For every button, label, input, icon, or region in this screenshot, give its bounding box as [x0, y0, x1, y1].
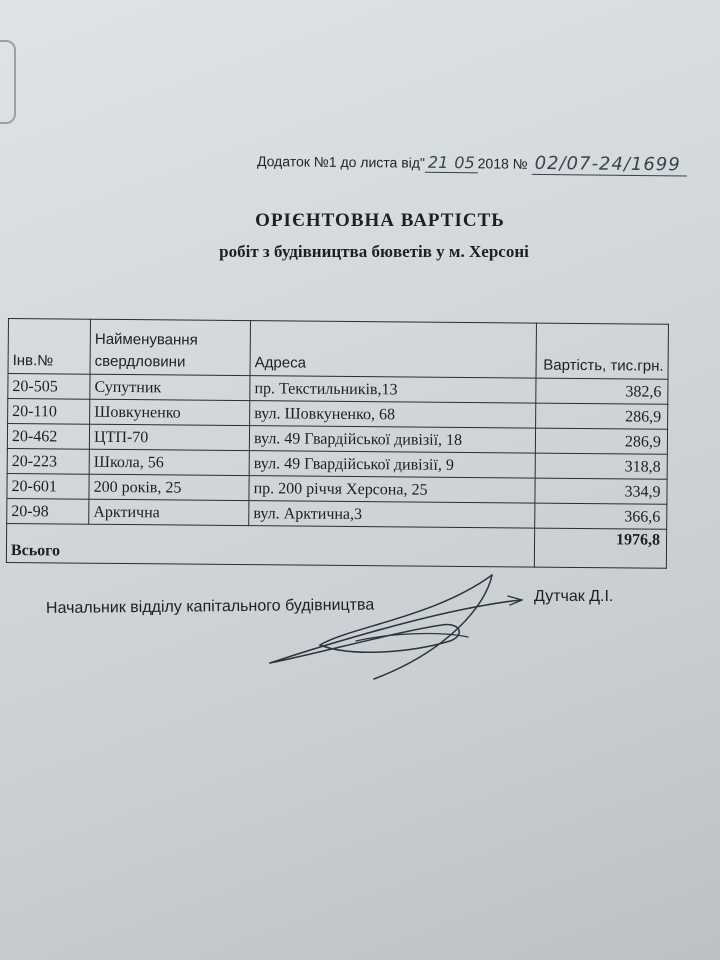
addendum-prefix: Додаток №1 до листа від" [256, 153, 426, 171]
header-inv: Інв.№ [8, 319, 91, 375]
handwritten-month: 05 [451, 153, 478, 173]
signatory-position: Начальник відділу капітального будівництва [45, 596, 375, 617]
cell-name: Арктична [89, 499, 249, 525]
cell-inv: 20-462 [7, 424, 89, 450]
cost-table [6, 318, 669, 569]
cell-address: вул. Шовкуненко, 68 [250, 401, 537, 428]
signatory-name: Дутчак Д.І. [534, 588, 614, 605]
cell-cost: 318,8 [536, 453, 668, 479]
cell-cost: 286,9 [536, 403, 668, 429]
handwritten-signature [260, 565, 550, 690]
cell-inv: 20-98 [7, 498, 89, 524]
cell-name: Супутник [90, 374, 250, 400]
cell-address: пр. 200 річчя Херсона, 25 [249, 476, 536, 503]
header-name: Найменування свердловини [90, 319, 250, 375]
cell-address: вул. 49 Гвардійської дивізії, 18 [249, 426, 536, 453]
cell-address: вул. 49 Гвардійської дивізії, 9 [249, 451, 536, 478]
cell-address: вул. Арктична,3 [249, 501, 536, 528]
addendum-line [257, 150, 687, 175]
total-label: Всього [6, 523, 535, 567]
cell-inv: 20-601 [7, 473, 89, 499]
cell-name: 200 років, 25 [89, 474, 249, 500]
cell-address: пр. Текстильників,13 [250, 376, 537, 403]
cell-cost: 382,6 [536, 378, 668, 404]
cell-inv: 20-110 [8, 399, 90, 425]
cell-name: Шовкуненко [90, 399, 250, 425]
cell-cost: 286,9 [536, 428, 668, 454]
document-title: ОРІЄНТОВНА ВАРТІСТЬ [255, 210, 505, 231]
cell-name: ЦТП-70 [89, 424, 249, 450]
header-address: Адреса [250, 321, 537, 378]
handwritten-letter-number: 02/07-24/1699 [532, 153, 687, 177]
cell-inv: 20-223 [7, 448, 89, 474]
document-subtitle: робіт з будівництва бюветів у м. Херсоні [219, 242, 529, 261]
addendum-year: 2018 № [477, 155, 528, 172]
cell-cost: 366,6 [535, 503, 667, 529]
cell-inv: 20-505 [8, 374, 90, 400]
header-cost: Вартість, тис.грн. [536, 323, 668, 379]
cell-cost: 334,9 [535, 478, 667, 504]
table-total-row [6, 523, 666, 568]
cell-name: Школа, 56 [89, 449, 249, 475]
table-header-row [8, 319, 668, 380]
total-value: 1976,8 [535, 528, 667, 568]
paper-clip-mark [0, 40, 16, 124]
handwritten-day: 21 [425, 153, 452, 173]
